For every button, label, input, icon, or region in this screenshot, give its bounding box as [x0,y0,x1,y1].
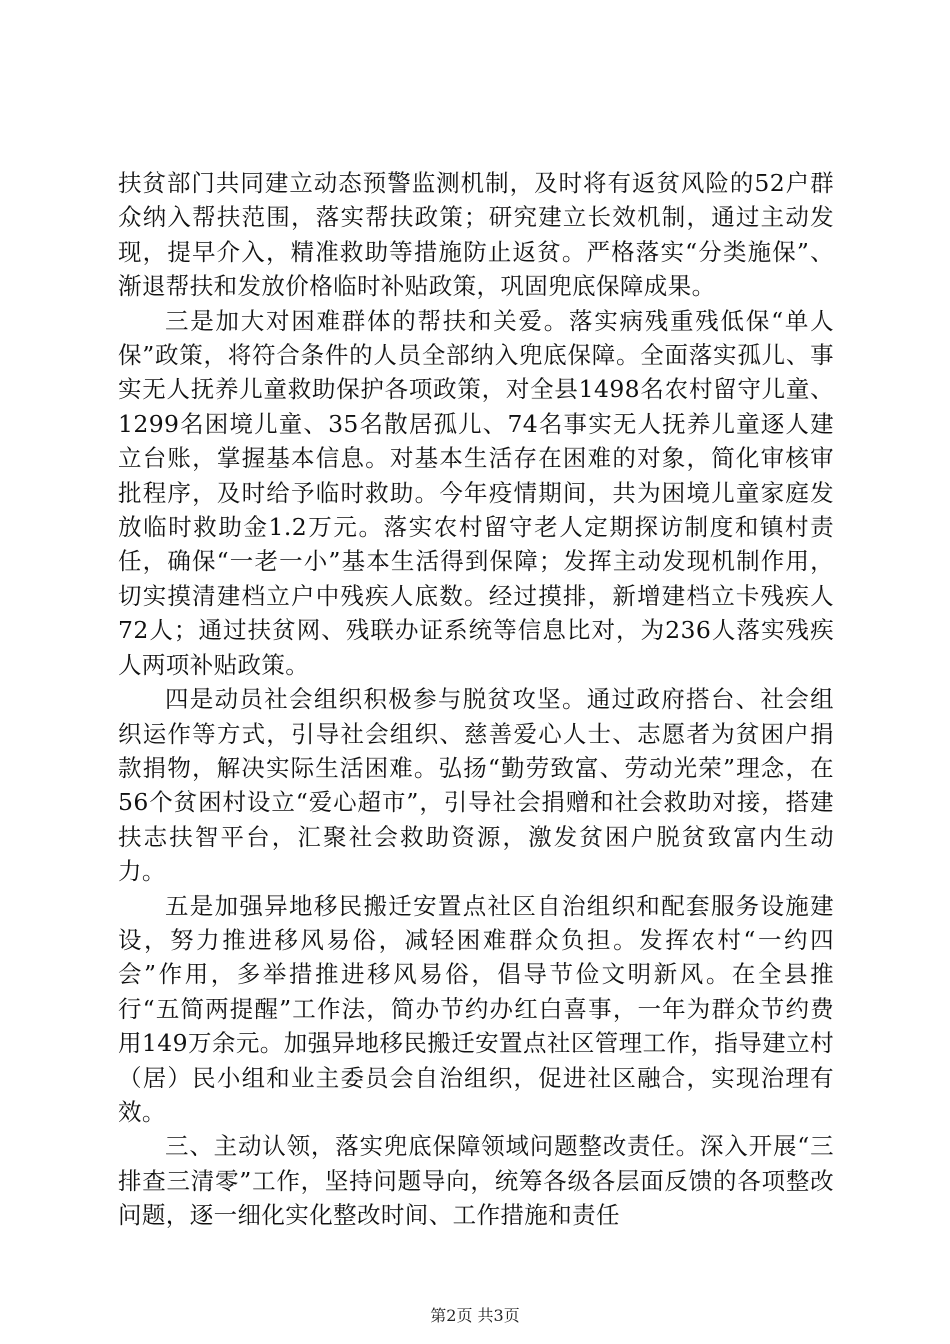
paragraph-2: 三是加大对困难群体的帮扶和关爱。落实病残重残低保“单人保”政策，将符合条件的人员全部纳入兜底保障。全面落实孤儿、事实无人抚养儿童救助保护各项政策，对全县1498名农村留守儿童、1299名困境儿童、35名散居孤儿、74名事实无人抚养儿童逐人建立台账，掌握基本信息。对基本生活存在困难的对象，简化审核审批程序，及时给予临时救助。今年疫情期间，共为困境儿童家庭发放临时救助金1.2万元。落实农村留守老人定期探访制度和镇村责任，确保“一老一小”基本生活得到保障；发挥主动发现机制作用，切实摸清建档立户中残疾人底数。经过摸排，新增建档立卡残疾人72人；通过扶贫网、残联办证系统等信息比对，为236人落实残疾人两项补贴政策。 [118,306,834,679]
page-footer: 第2页 共3页 [430,1306,520,1325]
document-body [118,166,834,1233]
paragraph-1: 扶贫部门共同建立动态预警监测机制，及时将有返贫风险的52户群众纳入帮扶范围，落实帮扶政策；研究建立长效机制，通过主动发现，提早介入，精准救助等措施防止返贫。严格落实“分类施保”、渐退帮扶和发放价格临时补贴政策，巩固兜底保障成果。 [118,169,834,301]
paragraph-5: 三、主动认领，落实兜底保障领域问题整改责任。深入开展“三排查三清零”工作，坚持问题导向，统筹各级各层面反馈的各项整改问题，逐一细化实化整改时间、工作措施和责任 [118,1132,834,1230]
paragraph-3: 四是动员社会组织积极参与脱贫攻坚。通过政府搭台、社会组织运作等方式，引导社会组织、慈善爱心人士、志愿者为贫困户捐款捐物，解决实际生活困难。弘扬“勤劳致富、劳动光荣”理念，在56个贫困村设立“爱心超市”，引导社会捐赠和社会救助对接，搭建扶志扶智平台，汇聚社会救助资源，激发贫困户脱贫致富内生动力。 [118,685,834,886]
paragraph-4: 五是加强异地移民搬迁安置点社区自治组织和配套服务设施建设，努力推进移风易俗，减轻困难群众负担。发挥农村“一约四会”作用，多举措推进移风易俗，倡导节俭文明新风。在全县推行“五简两提醒”工作法，简办节约办红白喜事，一年为群众节约费用149万余元。加强异地移民搬迁安置点社区管理工作，指导建立村（居）民小组和业主委员会自治组织，促进社区融合，实现治理有效。 [118,891,834,1126]
